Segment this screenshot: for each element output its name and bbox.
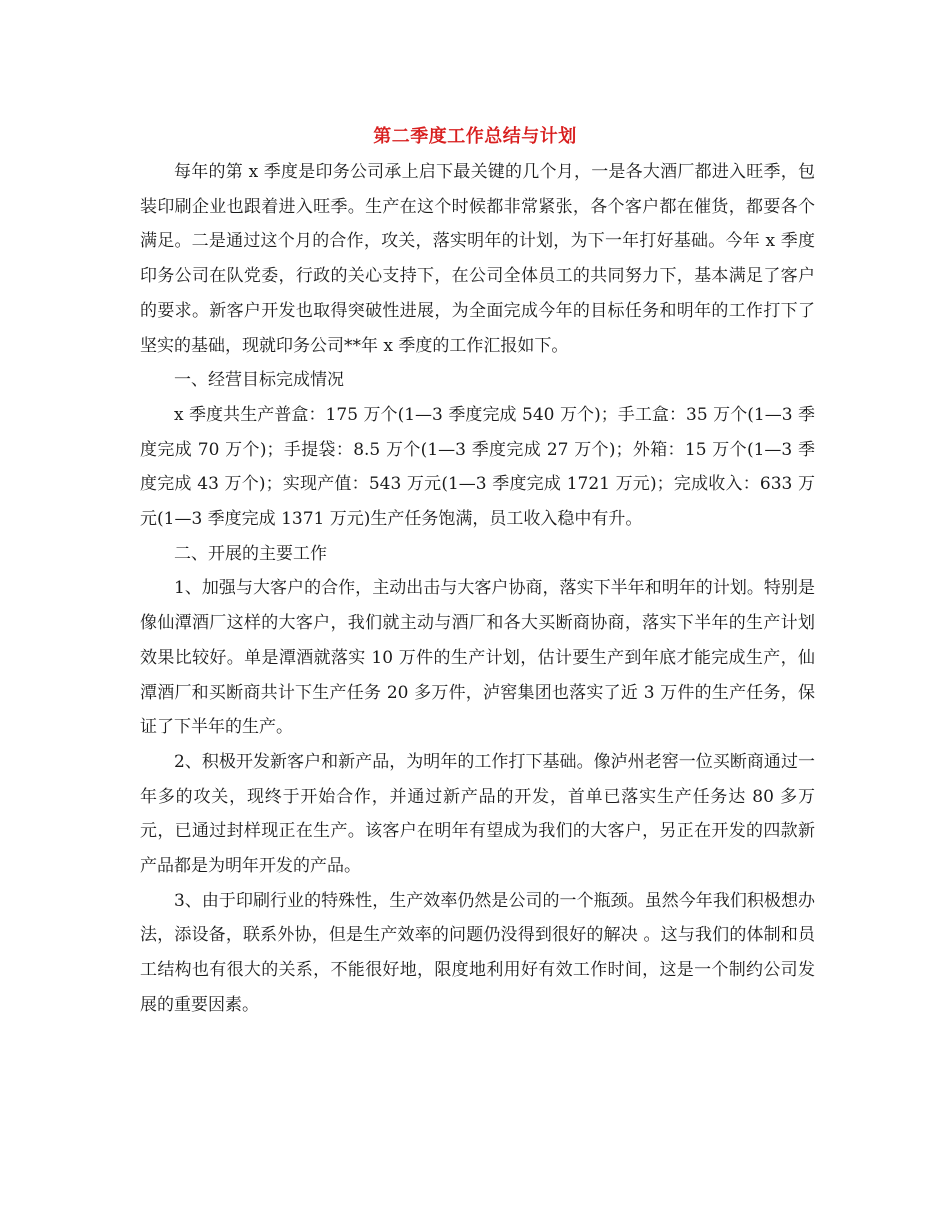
section-heading-main-work: 二、开展的主要工作 (174, 543, 327, 564)
work-item-paragraph-2: 2、积极开发新客户和新产品，为明年的工作打下基础。像泸州老窖一位买断商通过一年多的攻关，现终于开始合作，并通过新产品的开发，首单已落实生产任务达 80 多万元，已通过封样现正在生产。该客户在明年有望成为我们的大客户，另正在开发的四款新产品都是为明年开发的产品。 (140, 751, 815, 877)
business-goals-paragraph: x 季度共生产普盒：175 万个(1—3 季度完成 540 万个)；手工盒：35 万个(1—3 季度完成 70 万个)；手提袋：8.5 万个(1—3 季度完成 27 万个)；外箱：15 万个(1—3 季度完成 43 万个)；实现产值：543 万元(1—3 季度完成 1721 万元)；完成收入：633 万元(1—3 季度完成 1371 万元)生产任务饱满，员工收入稳中有升。 (140, 404, 815, 530)
section-heading-business-goals: 一、经营目标完成情况 (174, 370, 344, 391)
intro-paragraph: 每年的第 x 季度是印务公司承上启下最关键的几个月，一是各大酒厂都进入旺季，包装印刷企业也跟着进入旺季。生产在这个时候都非常紧张，各个客户都在催货，都要各个满足。二是通过这个月的合作，攻关，落实明年的计划，为下一年打好基础。今年 x 季度印务公司在队党委，行政的关心支持下，在公司全体员工的共同努力下，基本满足了客户的要求。新客户开发也取得突破性进展，为全面完成今年的目标任务和明年的工作打下了坚实的基础，现就印务公司**年 x 季度的工作汇报如下。 (140, 162, 815, 356)
document-title: 第二季度工作总结与计划 (373, 126, 577, 147)
work-item-paragraph-3: 3、由于印刷行业的特殊性，生产效率仍然是公司的一个瓶颈。虽然今年我们积极想办法，添设备，联系外协，但是生产效率的问题仍没得到很好的解决 。这与我们的体制和员工结构也有很大的关系，不能很好地，限度地利用好有效工作时间，这是一个制约公司发展的重要因素。 (140, 890, 815, 1015)
document-body (140, 155, 815, 1023)
work-item-paragraph-1: 1、加强与大客户的合作，主动出击与大客户协商，落实下半年和明年的计划。特别是像仙潭酒厂这样的大客户，我们就主动与酒厂和各大买断商协商，落实下半年的生产计划效果比较好。单是潭酒就落实 10 万件的生产计划，估计要生产到年底才能完成生产，仙潭酒厂和买断商共计下生产任务 20 多万件，泸窖集团也落实了近 3 万件的生产任务，保证了下半年的生产。 (140, 578, 815, 738)
